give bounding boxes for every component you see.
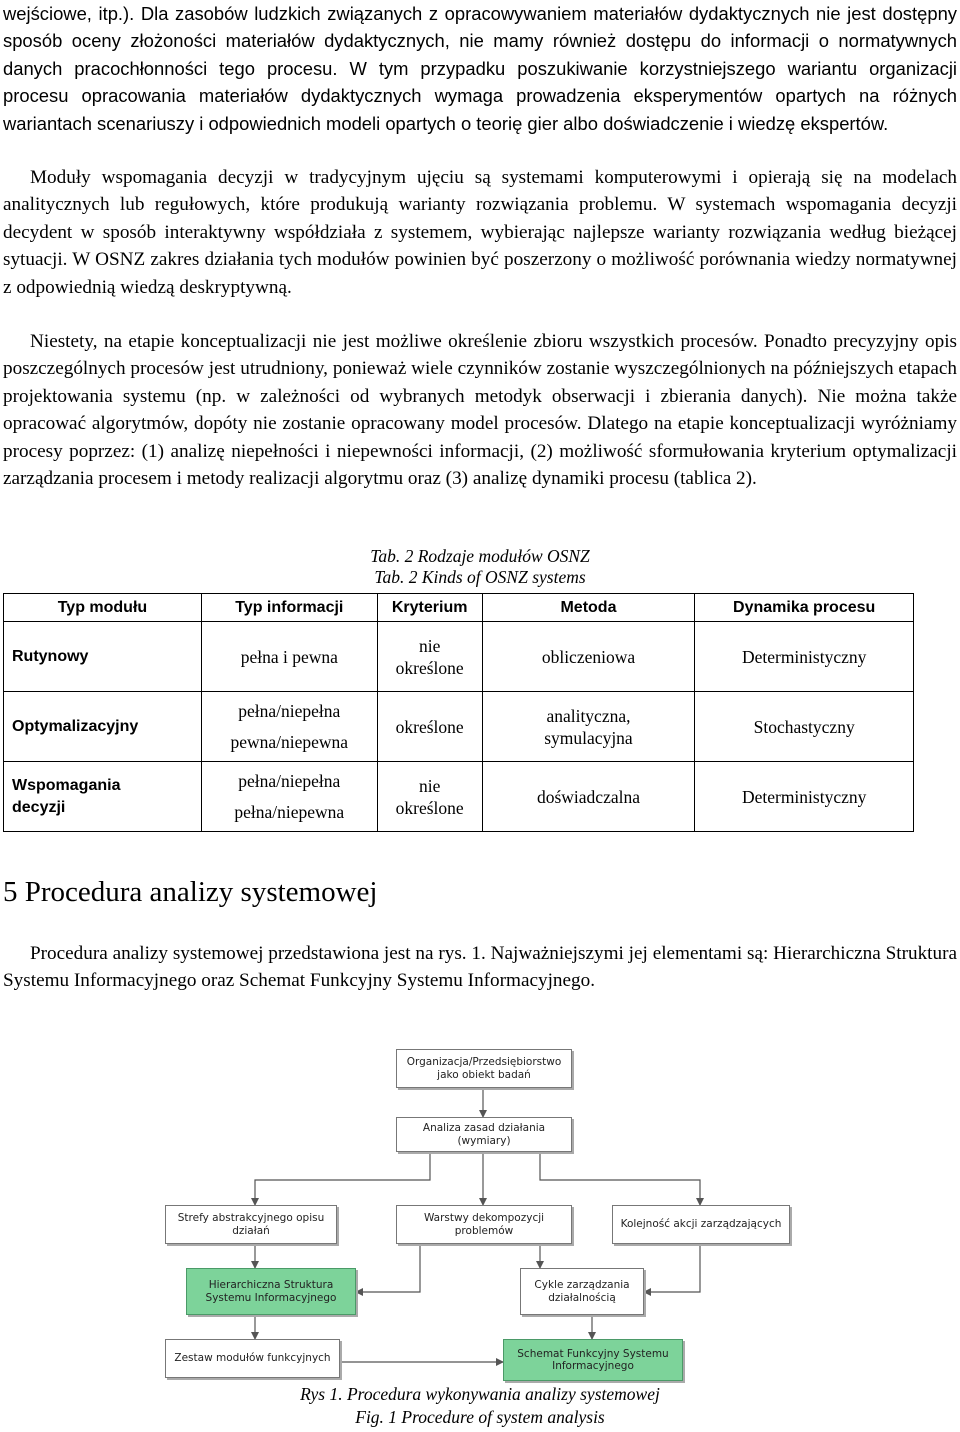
cell-dynamics: Stochastyczny: [695, 692, 914, 762]
diagram-box-cycles: Cykle zarządzania działalnością: [520, 1268, 644, 1315]
section-title: Procedura analizy systemowej: [24, 876, 378, 908]
arrow-layers-to-hierarchy: [356, 1244, 420, 1292]
table-caption-pl: Tab. 2 Rodzaje modułów OSNZ: [370, 546, 590, 566]
header-info-type: Typ informacji: [201, 594, 377, 622]
cell-criterion: nie określone: [377, 622, 482, 692]
cell-dynamics: Deterministyczny: [695, 622, 914, 692]
arrow-analysis-to-zones: [255, 1152, 430, 1205]
cell-method: obliczeniowa: [482, 622, 695, 692]
header-dynamics: Dynamika procesu: [695, 594, 914, 622]
cell-module-type: Wspomagania decyzji: [4, 762, 202, 832]
info-line: pełna i pewna: [240, 646, 338, 667]
table-caption-en: Tab. 2 Kinds of OSNZ systems: [374, 567, 586, 587]
arrow-sequence-to-cycles: [644, 1244, 700, 1292]
section-number: 5: [3, 876, 18, 908]
cell-criterion: określone: [377, 692, 482, 762]
cell-criterion: nie określone: [377, 762, 482, 832]
diagram-box-zones: Strefy abstrakcyjnego opisu działań: [165, 1205, 337, 1244]
header-method: Metoda: [482, 594, 695, 622]
diagram-box-layers: Warstwy dekompozycji problemów: [396, 1205, 572, 1244]
diagram-box-schema: Schemat Funkcyjny Systemu Informacyjnego: [503, 1339, 683, 1381]
paragraph-decision-modules: Moduły wspomagania decyzji w tradycyjnym ujęciu są systemami komputerowymi i opierają się na modelach analitycznych lub regułowych, które produkują warianty rozwiązania problemu. W systemach wspomagania decyzji decydent w sposób interaktywny współdziała z systemem, wybierając najlepsze warianty rozwiązania według bieżącej sytuacji. W OSNZ zakres działania tych modułów powinien być poszerzony o możliwość porównania wiedzy normatywnej z odpowiednią wiedzą deskryptywną.: [3, 167, 957, 298]
paragraph-procedure: Procedura analizy systemowej przedstawiona jest na rys. 1. Najważniejszymi jej elementami są: Hierarchiczna Struktura Systemu Informacyjnego oraz Schemat Funkcyjny Systemu Informacyjnego.: [3, 943, 957, 992]
cell-method: doświadczalna: [482, 762, 695, 832]
info-line: pełna/niepełna: [238, 771, 341, 791]
cell-module-type: Rutynowy: [4, 622, 202, 692]
paragraph-conceptualization: Niestety, na etapie konceptualizacji nie jest możliwe określenie zbioru wszystkich procesów. Ponadto precyzyjny opis poszczególnych procesów jest utrudniony, ponieważ wiele czynników zostanie wyszczególnionych na późniejszych etapach projektowania systemu (np. w zależności od wybranych metodyk obserwacji i zbierania danych). Nie można także opracować algorytmów, dopóty nie zostanie opracowany model procesów. Dlatego na etapie konceptualizacji wyróżniamy procesy poprzez: (1) analizę niepełności i niepewności informacji, (2) możliwość sformułowania kryterium optymalizacji zarządzania procesem i metody realizacji algorytmu oraz (3) analizę dynamiki procesu (tablica 2).: [3, 331, 957, 490]
diagram-box-organization: Organizacja/Przedsiębiorstwo jako obiekt badań: [396, 1049, 572, 1088]
figure-caption-en: Fig. 1 Procedure of system analysis: [355, 1407, 605, 1427]
diagram-box-sequence: Kolejność akcji zarządzających: [612, 1205, 790, 1244]
header-criterion: Kryterium: [377, 594, 482, 622]
cell-method: analityczna, symulacyjna: [482, 692, 695, 762]
diagram-box-analysis: Analiza zasad działania (wymiary): [396, 1117, 572, 1152]
arrow-analysis-to-sequence: [540, 1152, 700, 1205]
info-line: pewna/niepewna: [230, 732, 349, 752]
info-line: pełna/niepewna: [234, 802, 345, 822]
paragraph-resources: wejściowe, itp.). Dla zasobów ludzkich związanych z opracowywaniem materiałów dydaktycznych nie jest dostępny sposób oceny złożoności materiałów dydaktycznych, nie mamy również dostępu do informacji o normatywnych danych pracochłonności tego procesu. W tym przypadku poszukiwanie korzystniejszego wariantu organizacji procesu opracowania materiałów dydaktycznych wymaga prowadzenia eksperymentów opartych na różnych wariantach scenariuszy i odpowiednich modeli opartych o teorię gier albo doświadczenie i wiedzę ekspertów.: [3, 3, 957, 134]
diagram-box-modules: Zestaw modułów funkcyjnych: [165, 1339, 340, 1378]
diagram-box-hierarchy: Hierarchiczna Struktura Systemu Informacyjnego: [186, 1268, 356, 1315]
cell-module-type: Optymalizacyjny: [4, 692, 202, 762]
info-line: pełna/niepełna: [238, 701, 341, 721]
header-module-type: Typ modułu: [4, 594, 202, 622]
cell-dynamics: Deterministyczny: [695, 762, 914, 832]
figure-caption-pl: Rys 1. Procedura wykonywania analizy systemowej: [300, 1384, 660, 1404]
